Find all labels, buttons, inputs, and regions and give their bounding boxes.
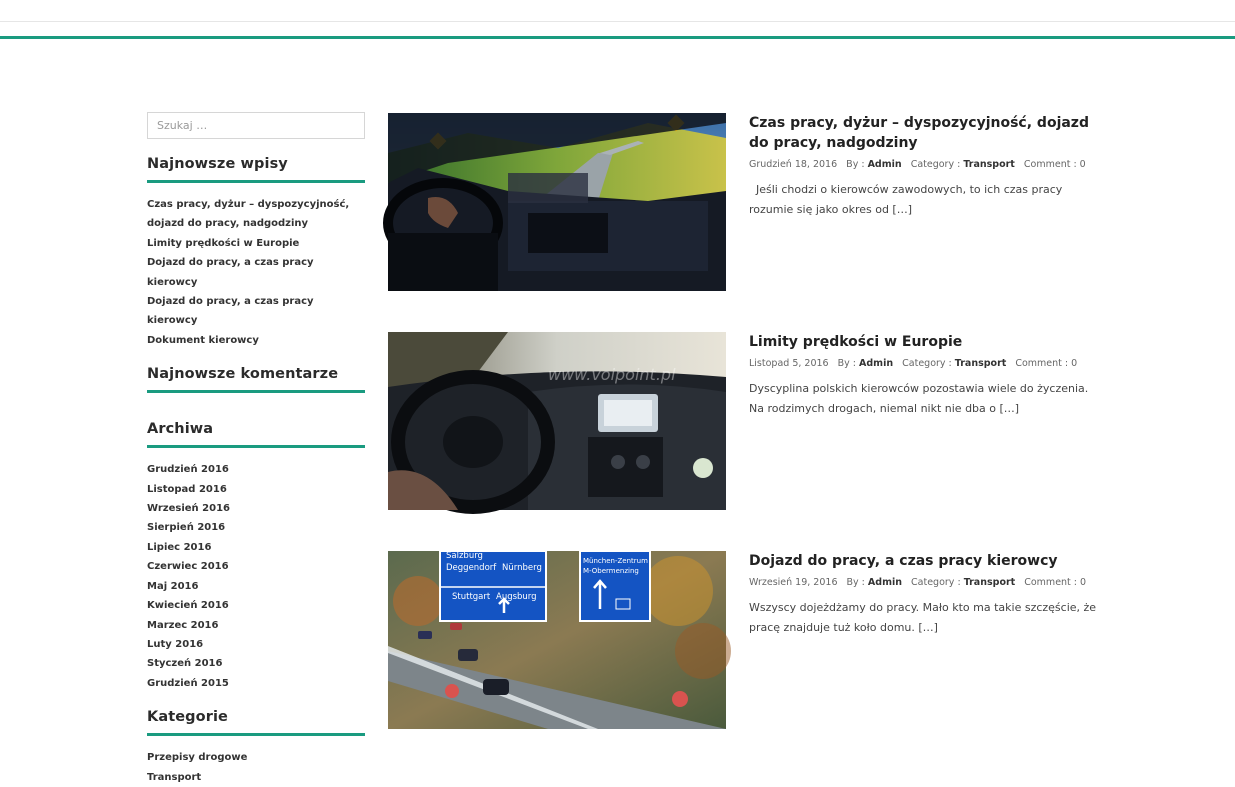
archive-link[interactable]: Luty 2016 [147,638,204,650]
widget-title-recent-posts: Najnowsze wpisy [147,156,365,183]
post-category-label: Category : [910,159,961,170]
archive-link[interactable]: Wrzesień 2016 [147,503,230,515]
post-author-link[interactable]: Admin [867,159,902,170]
recent-posts-list [147,195,365,350]
widget-categories [147,709,365,787]
post-author-label: By : [837,358,856,369]
post-card [388,332,1098,510]
post-category-label: Category : [902,358,952,369]
post-body [749,551,1099,637]
sign-text: M-Obermenzing [583,567,639,575]
post-category-link[interactable]: Transport [963,159,1015,170]
recent-post-link[interactable]: Czas pracy, dyżur – dyspozycyjność, dojazd do pracy, nadgodziny [147,199,350,230]
post-comment-count[interactable]: Comment : 0 [1015,358,1078,369]
archive-link[interactable]: Grudzień 2015 [147,677,229,689]
archive-link[interactable]: Styczeń 2016 [147,658,223,670]
post-thumbnail-truck-cab[interactable] [388,113,726,291]
sign-text: Nürnberg [502,563,542,573]
header-accent-line [0,36,1235,39]
recent-post-link[interactable]: Limity prędkości w Europie [147,237,300,249]
post-title-link[interactable]: Dojazd do pracy, a czas pracy kierowcy [749,553,1058,569]
post-author-link[interactable]: Admin [859,358,894,369]
post-excerpt: Wszyscy dojeżdżamy do pracy. Mało kto ma takie szczęście, że pracę znajduje tuż koło domu. […] [749,601,1097,634]
post-category-link[interactable]: Transport [963,577,1016,588]
widget-recent-posts [147,156,365,350]
categories-list [147,748,365,787]
post-thumbnail-highway-signs[interactable] [388,551,726,729]
post-author-label: By : [846,159,865,170]
sign-text: Salzburg [446,551,483,561]
widget-title-categories: Kategorie [147,709,365,736]
post-card [388,551,1098,729]
widget-title-archives: Archiwa [147,421,365,448]
post-category-link[interactable]: Transport [954,358,1007,369]
post-author-label: By : [846,577,865,588]
post-meta [749,358,1099,369]
archive-link[interactable]: Marzec 2016 [147,619,219,631]
recent-post-link[interactable]: Dojazd do pracy, a czas pracy kierowcy [147,296,314,327]
sidebar [147,112,365,787]
post-category-label: Category : [911,577,961,588]
widget-title-recent-comments: Najnowsze komentarze [147,366,365,393]
sign-text: München-Zentrum [583,557,648,565]
sign-text: Stuttgart [452,592,491,602]
post-title-link[interactable]: Limity prędkości w Europie [749,334,963,350]
search-input[interactable] [147,112,365,139]
recent-post-link[interactable]: Dokument kierowcy [147,334,259,346]
post-title-link[interactable]: Czas pracy, dyżur – dyspozycyjność, dojazd do pracy, nadgodziny [749,115,1089,151]
archive-link[interactable]: Listopad 2016 [147,483,227,495]
category-link[interactable]: Transport [147,771,202,783]
archive-link[interactable]: Czerwiec 2016 [147,561,229,573]
top-navigation-bar [0,0,1235,22]
post-card [388,113,1098,291]
archive-link[interactable]: Lipiec 2016 [147,541,212,553]
post-excerpt: Jeśli chodzi o kierowców zawodowych, to ich czas pracy rozumie się jako okres od […] [749,183,1066,216]
post-meta [749,159,1099,170]
archive-link[interactable]: Kwiecień 2016 [147,600,229,612]
archive-list [147,460,365,693]
post-thumbnail-car-interior[interactable] [388,332,726,510]
archive-link[interactable]: Grudzień 2016 [147,464,229,476]
widget-recent-comments [147,366,365,393]
widget-archives [147,421,365,693]
svg-text:www.voipoint.pl: www.voipoint.pl [548,365,676,384]
sign-text: Deggendorf [446,563,497,573]
recent-post-link[interactable]: Dojazd do pracy, a czas pracy kierowcy [147,257,314,288]
post-comment-count[interactable]: Comment : 0 [1024,577,1087,588]
post-date: Listopad 5, 2016 [749,358,829,369]
post-author-link[interactable]: Admin [867,577,902,588]
post-body [749,113,1099,219]
post-date: Wrzesień 19, 2016 [749,577,838,588]
post-meta [749,577,1099,588]
post-date: Grudzień 18, 2016 [749,159,838,170]
post-comment-count[interactable]: Comment : 0 [1023,159,1086,170]
archive-link[interactable]: Maj 2016 [147,580,199,592]
category-link[interactable]: Przepisy drogowe [147,752,248,764]
post-body [749,332,1099,418]
post-excerpt: Dyscyplina polskich kierowców pozostawia wiele do życzenia. Na rodzimych drogach, niemal nikt nie dba o […] [749,382,1089,415]
sign-text: Augsburg [496,592,537,602]
archive-link[interactable]: Sierpień 2016 [147,522,226,534]
